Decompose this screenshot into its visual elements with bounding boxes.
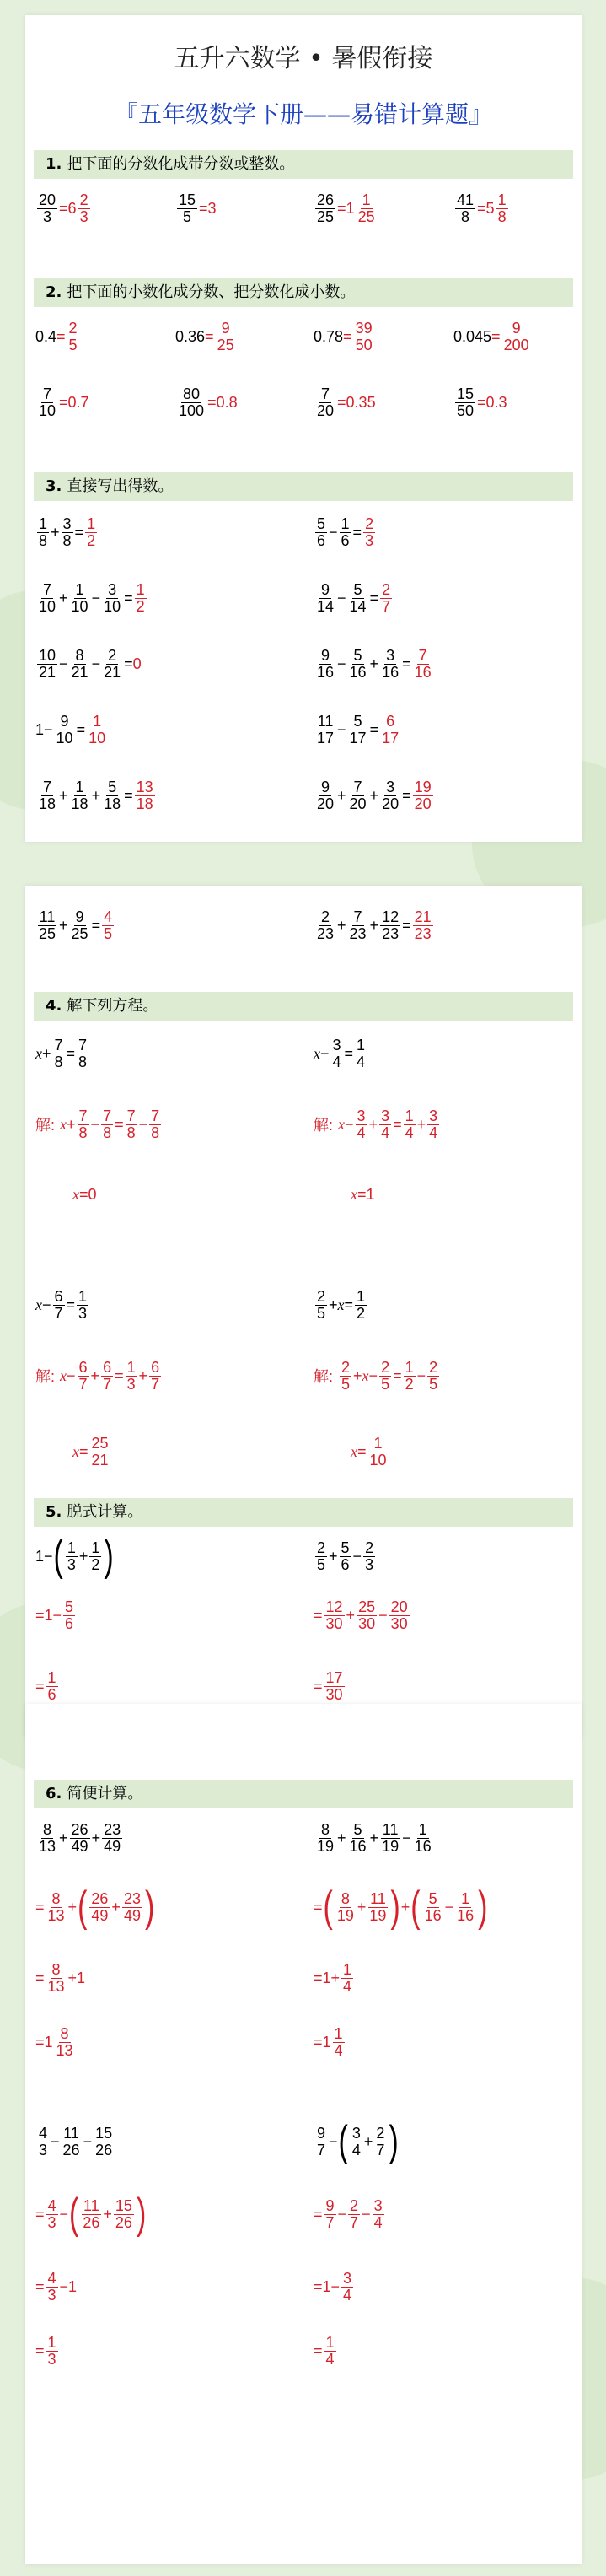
equation: x − 3 4 = 1 4 [314, 1037, 366, 1070]
solution-step: 解: x − 6 7 + 6 7 = 1 3 + 6 7 [35, 1359, 160, 1393]
problem: 8 19 + 5 16 + 11 19 − 1 16 [317, 1821, 432, 1855]
worksheet-page-2 [25, 886, 582, 1738]
solution-step: = 4 3 − ( 11 26 + 15 26 ) [35, 2190, 147, 2239]
problem: 1 8 + 3 8 = 1 2 [39, 515, 96, 549]
problem: $\frac{7}{10}$ = 0.7 [39, 385, 89, 419]
solution-result: x =0 [72, 1186, 97, 1203]
problem: 11 25 + 9 25 = 4 5 [39, 908, 113, 942]
worksheet-page-3 [25, 1704, 582, 2564]
problem: 7 18 + 1 18 + 5 18 = 13 18 [39, 779, 153, 812]
problem: 9 16 − 5 16 + 3 16 = 7 16 [317, 647, 432, 681]
page-subtitle: 『五年级数学下册——易错计算题』 [114, 100, 492, 128]
solution-step: = 4 3 −1 [35, 2270, 78, 2304]
problem: 5 6 − 1 6 = 2 3 [317, 515, 374, 549]
problem: $\frac{15}{50}$ = 0.3 [457, 385, 507, 419]
solution-step: = ( 8 19 + 11 19 ) + ( 5 16 − 1 16 ) [314, 1883, 488, 1932]
page-title: 五升六数学 • 暑假衔接 [174, 44, 433, 73]
problem: 1− ( 1 3 + 1 2 ) [35, 1532, 114, 1581]
solution-step: = 12 30 + 25 30 − 20 30 [314, 1598, 408, 1632]
solution-result: x = 25 21 [72, 1435, 109, 1469]
solution-result: =1 1 4 [314, 2025, 343, 2059]
solution-step: = 8 13 +1 [35, 1961, 86, 1995]
problem: $\frac{80}{100}$ = 0.8 [179, 385, 238, 419]
problem: 0.045 = $\frac{9}{200}$ [453, 320, 529, 353]
section-4-header: 4. 解下列方程。 [34, 992, 573, 1021]
problem: 9 7 − ( 3 4 + 2 7 ) [317, 2117, 399, 2166]
solution-step: = 17 30 [314, 1669, 343, 1703]
solution-step: = 9 7 − 2 7 − 3 4 [314, 2197, 383, 2231]
solution-step: =1− 3 4 [314, 2270, 352, 2304]
problem: 2 5 + 5 6 − 2 3 [317, 1539, 374, 1573]
solution-step: 解: 2 5 + x − 2 5 = 1 2 − 2 5 [314, 1359, 438, 1393]
equation: x − 6 7 = 1 3 [35, 1288, 88, 1322]
solution-step: = 1 6 [35, 1669, 56, 1703]
section-2-header: 2. 把下面的小数化成分数、把分数化成小数。 [34, 278, 573, 307]
solution-step: = 8 13 + ( 26 49 + 23 49 ) [35, 1883, 155, 1932]
solution-step: 解: x − 3 4 + 3 4 = 1 4 + 3 4 [314, 1107, 438, 1141]
problem: $\frac{20}{3}$ =6 2 3 [39, 191, 88, 225]
solution-result: = 1 4 [314, 2334, 335, 2368]
solution-result: x = 1 10 [351, 1435, 387, 1469]
worksheet-page-1 [25, 15, 582, 842]
solution-result: = 1 3 [35, 2334, 56, 2368]
section-5-header: 5. 脱式计算。 [34, 1498, 573, 1527]
solution-step: 解: x + 7 8 − 7 8 = 7 8 − 7 8 [35, 1107, 160, 1141]
problem: 0.36 = $\frac{9}{25}$ [175, 320, 234, 353]
problem: 8 13 + 26 49 + 23 49 [39, 1821, 121, 1855]
solution-step: =1+ 1 4 [314, 1961, 352, 1995]
problem: 1− 9 10 = 1 10 [35, 713, 106, 746]
problem: 4 3 − 11 26 − 15 26 [39, 2125, 113, 2158]
problem: 7 10 + 1 10 − 3 10 = 1 2 [39, 581, 145, 615]
section-3-header: 3. 直接写出得数。 [34, 472, 573, 501]
problem: 2 23 + 7 23 + 12 23 = 21 23 [317, 908, 432, 942]
solution-result: x =1 [351, 1186, 375, 1203]
problem: $\frac{7}{20}$ = 0.35 [317, 385, 376, 419]
problem: $\frac{15}{5}$ =3 [179, 191, 217, 225]
problem: 0.4 = $\frac{2}{5}$ [35, 320, 78, 353]
problem: 10 21 − 8 21 − 2 21 = 0 [39, 647, 142, 681]
equation: x + 7 8 = 7 8 [35, 1037, 88, 1070]
problem: 0.78 = $\frac{39}{50}$ [314, 320, 373, 353]
section-6-header: 6. 简便计算。 [34, 1780, 573, 1808]
problem: $\frac{41}{8}$ =5 1 8 [457, 191, 507, 225]
problem: $\frac{26}{25}$ =1 1 25 [317, 191, 375, 225]
problem: 11 17 − 5 17 = 6 17 [317, 713, 400, 746]
solution-result: =1 8 13 [35, 2025, 73, 2059]
solution-step: =1− 5 6 [35, 1598, 74, 1632]
problem: 9 20 + 7 20 + 3 20 = 19 20 [317, 779, 432, 812]
equation: 2 5 + x = 1 2 [317, 1288, 366, 1322]
problem: 9 14 − 5 14 = 2 7 [317, 581, 391, 615]
section-1-header: 1. 把下面的分数化成带分数或整数。 [34, 150, 573, 179]
